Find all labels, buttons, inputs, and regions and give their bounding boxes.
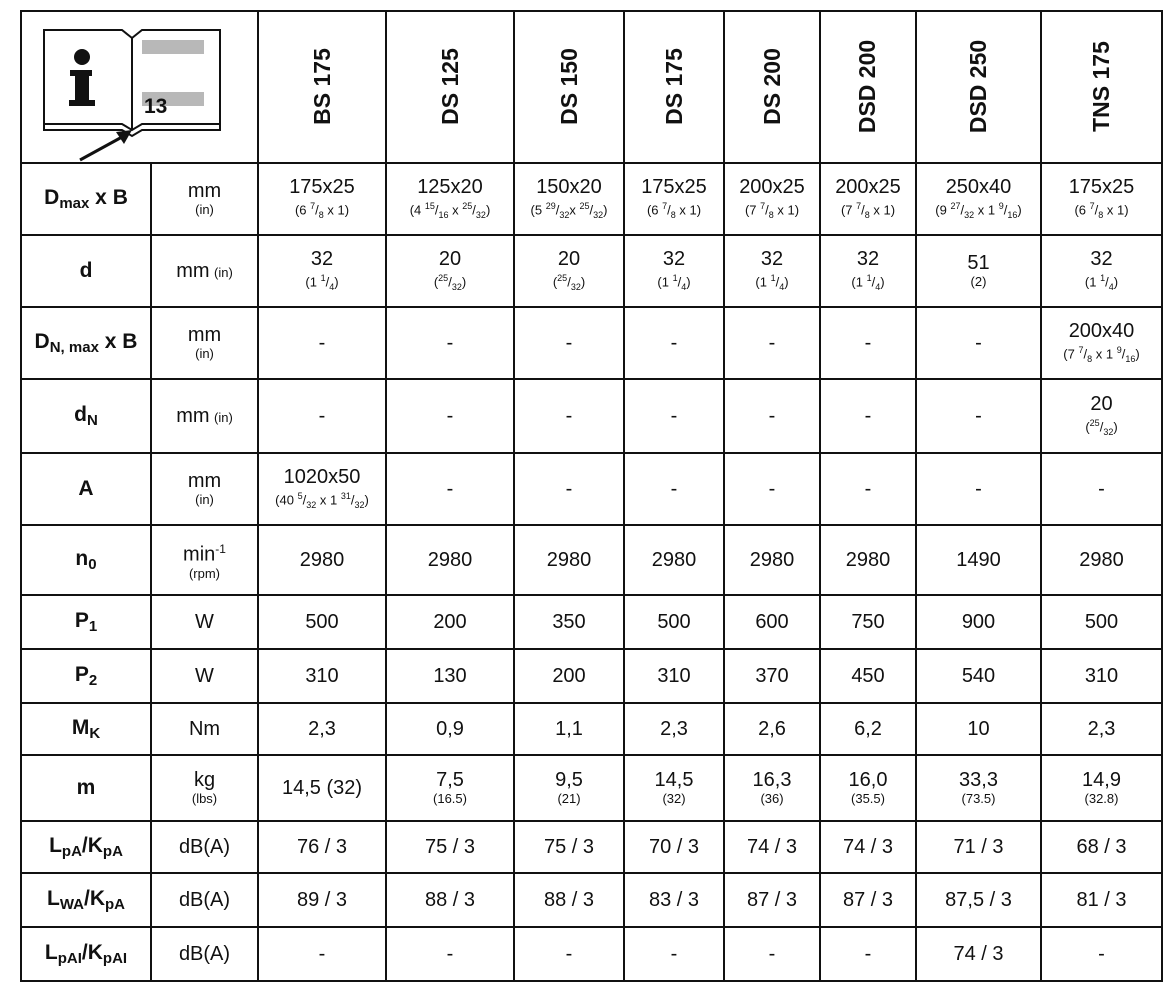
param-symbol: $d_N$	[21, 379, 151, 453]
value-cell: 250x40 (9 $^{27}/_{32}$ x 1 $^9/_{16}$)	[916, 163, 1041, 235]
param-symbol: $M_K$	[21, 703, 151, 755]
value-cell: 2980	[514, 525, 624, 595]
value-cell: 1,1	[514, 703, 624, 755]
row-dn	[21, 379, 1162, 453]
param-unit: kg (lbs)	[151, 755, 258, 821]
value-cell: -	[258, 307, 386, 379]
value-cell: 33,3 (73.5)	[916, 755, 1041, 821]
value-cell: -	[916, 307, 1041, 379]
value-cell: 2,3	[624, 703, 724, 755]
value-cell: 74 / 3	[916, 927, 1041, 981]
manual-book-icon	[22, 12, 242, 162]
value-cell: -	[514, 379, 624, 453]
value-cell: 75 / 3	[514, 821, 624, 873]
value-cell: 900	[916, 595, 1041, 649]
param-symbol: $D_{N, max}$ x B	[21, 307, 151, 379]
param-unit: mm (in)	[151, 453, 258, 525]
value-cell: 175x25 (6 $^7/_8$ x 1)	[624, 163, 724, 235]
value-cell: 450	[820, 649, 916, 703]
value-cell: 9,5 (21)	[514, 755, 624, 821]
value-cell: 16,3 (36)	[724, 755, 820, 821]
value-cell: 2980	[258, 525, 386, 595]
value-cell: 540	[916, 649, 1041, 703]
model-header: DS 200	[724, 11, 820, 163]
value-cell: 125x20 (4 $^{15}/_{16}$ x $^{25}/_{32}$)	[386, 163, 514, 235]
value-cell: 500	[1041, 595, 1162, 649]
param-unit: dB(A)	[151, 873, 258, 927]
param-symbol: m	[21, 755, 151, 821]
value-cell: -	[258, 927, 386, 981]
value-cell: -	[916, 379, 1041, 453]
value-cell: 14,5 (32)	[624, 755, 724, 821]
value-cell: 14,9 (32.8)	[1041, 755, 1162, 821]
model-header: TNS 175	[1041, 11, 1162, 163]
value-cell: 200	[386, 595, 514, 649]
value-cell: 89 / 3	[258, 873, 386, 927]
param-unit: mm (in)	[151, 307, 258, 379]
value-cell: 83 / 3	[624, 873, 724, 927]
row-n0	[21, 525, 1162, 595]
value-cell: 1490	[916, 525, 1041, 595]
row-mk	[21, 703, 1162, 755]
value-cell: 200x25 (7 $^7/_8$ x 1)	[724, 163, 820, 235]
value-cell: 1020x50 (40 $^5/_{32}$ x 1 $^{31}/_{32}$)	[258, 453, 386, 525]
value-cell: 87 / 3	[820, 873, 916, 927]
value-cell: -	[820, 927, 916, 981]
param-unit: mm (in)	[151, 235, 258, 307]
value-cell: 2980	[386, 525, 514, 595]
value-cell: -	[724, 379, 820, 453]
manual-page-number: 13	[144, 95, 168, 118]
value-cell: 20 $(^{25}/_{32})$	[386, 235, 514, 307]
value-cell: 76 / 3	[258, 821, 386, 873]
param-symbol: d	[21, 235, 151, 307]
value-cell: 32 (1 $^1/_4$)	[820, 235, 916, 307]
value-cell: 68 / 3	[1041, 821, 1162, 873]
value-cell: 350	[514, 595, 624, 649]
row-a	[21, 453, 1162, 525]
value-cell: 87 / 3	[724, 873, 820, 927]
value-cell: 370	[724, 649, 820, 703]
value-cell: 32 (1 $^1/_4$)	[624, 235, 724, 307]
value-cell: 500	[258, 595, 386, 649]
technical-data-table	[20, 10, 1163, 982]
header-row	[21, 11, 1162, 163]
value-cell: 310	[258, 649, 386, 703]
value-cell: 74 / 3	[724, 821, 820, 873]
value-cell: -	[624, 453, 724, 525]
value-cell: -	[514, 307, 624, 379]
param-symbol: $D_{max}$ x B	[21, 163, 151, 235]
param-unit: W	[151, 595, 258, 649]
param-unit: dB(A)	[151, 821, 258, 873]
info-dot-icon	[74, 49, 90, 65]
row-m	[21, 755, 1162, 821]
value-cell: 87,5 / 3	[916, 873, 1041, 927]
value-cell: -	[258, 379, 386, 453]
value-cell: 32 (1 $^1/_4$)	[724, 235, 820, 307]
param-unit: $\min^{-1}$ (rpm)	[151, 525, 258, 595]
value-cell: -	[386, 307, 514, 379]
param-unit: Nm	[151, 703, 258, 755]
value-cell: 2,6	[724, 703, 820, 755]
value-cell: 310	[624, 649, 724, 703]
value-cell: 32 (1 $^1/_4$)	[1041, 235, 1162, 307]
value-cell: -	[820, 453, 916, 525]
row-lpa-kpa	[21, 821, 1162, 873]
row-p2	[21, 649, 1162, 703]
param-unit: mm (in)	[151, 163, 258, 235]
value-cell: -	[724, 307, 820, 379]
param-symbol: $L_{pA}/K_{pA}$	[21, 821, 151, 873]
value-cell: -	[624, 379, 724, 453]
arrow-icon	[116, 130, 132, 144]
value-cell: -	[820, 379, 916, 453]
manual-info-cell	[21, 11, 258, 163]
value-cell: 74 / 3	[820, 821, 916, 873]
model-header: DS 175	[624, 11, 724, 163]
param-symbol: $P_2$	[21, 649, 151, 703]
value-cell: 71 / 3	[916, 821, 1041, 873]
row-d	[21, 235, 1162, 307]
model-header: DS 150	[514, 11, 624, 163]
value-cell: 2,3	[1041, 703, 1162, 755]
param-symbol: $L_{pAI}/K_{pAI}$	[21, 927, 151, 981]
value-cell: -	[514, 927, 624, 981]
row-lwa-kpa	[21, 873, 1162, 927]
row-dmax-b	[21, 163, 1162, 235]
value-cell: 130	[386, 649, 514, 703]
value-cell: -	[386, 927, 514, 981]
row-p1	[21, 595, 1162, 649]
value-cell: 32 (1 $^1/_4$)	[258, 235, 386, 307]
value-cell: 7,5 (16.5)	[386, 755, 514, 821]
model-header: DSD 200	[820, 11, 916, 163]
param-symbol: A	[21, 453, 151, 525]
value-cell: -	[820, 307, 916, 379]
value-cell: 2980	[1041, 525, 1162, 595]
value-cell: -	[1041, 453, 1162, 525]
value-cell: 2980	[724, 525, 820, 595]
value-cell: 175x25 (6 $^7/_8$ x 1)	[1041, 163, 1162, 235]
value-cell: 0,9	[386, 703, 514, 755]
value-cell: 14,5 (32)	[258, 755, 386, 821]
param-unit: mm (in)	[151, 379, 258, 453]
value-cell: 2980	[820, 525, 916, 595]
value-cell: 88 / 3	[514, 873, 624, 927]
value-cell: 200x40 (7 $^7/_8$ x 1 $^9/_{16}$)	[1041, 307, 1162, 379]
value-cell: 20 $(^{25}/_{32})$	[1041, 379, 1162, 453]
value-cell: 51 (2)	[916, 235, 1041, 307]
param-symbol: $n_0$	[21, 525, 151, 595]
value-cell: -	[386, 379, 514, 453]
value-cell: 310	[1041, 649, 1162, 703]
value-cell: -	[1041, 927, 1162, 981]
value-cell: 81 / 3	[1041, 873, 1162, 927]
value-cell: 6,2	[820, 703, 916, 755]
model-header: BS 175	[258, 11, 386, 163]
value-cell: -	[624, 927, 724, 981]
param-symbol: $P_1$	[21, 595, 151, 649]
model-header: DSD 250	[916, 11, 1041, 163]
value-cell: -	[514, 453, 624, 525]
value-cell: 2,3	[258, 703, 386, 755]
row-dn-max-b	[21, 307, 1162, 379]
spec-sheet	[20, 10, 1163, 982]
model-header: DS 125	[386, 11, 514, 163]
value-cell: 20 $(^{25}/_{32})$	[514, 235, 624, 307]
value-cell: 200	[514, 649, 624, 703]
param-unit: dB(A)	[151, 927, 258, 981]
value-cell: 600	[724, 595, 820, 649]
param-unit: W	[151, 649, 258, 703]
value-cell: 70 / 3	[624, 821, 724, 873]
value-cell: -	[724, 927, 820, 981]
value-cell: 200x25 (7 $^7/_8$ x 1)	[820, 163, 916, 235]
param-symbol: $L_{WA}/K_{pA}$	[21, 873, 151, 927]
value-cell: -	[386, 453, 514, 525]
value-cell: -	[916, 453, 1041, 525]
value-cell: 175x25 (6 $^7/_8$ x 1)	[258, 163, 386, 235]
value-cell: 10	[916, 703, 1041, 755]
value-cell: 75 / 3	[386, 821, 514, 873]
value-cell: 88 / 3	[386, 873, 514, 927]
value-cell: 750	[820, 595, 916, 649]
value-cell: 150x20 (5 $^{29}/_{32}x$ $^{25}/_{32}$)	[514, 163, 624, 235]
value-cell: 500	[624, 595, 724, 649]
row-lpai-kpai	[21, 927, 1162, 981]
value-cell: 16,0 (35.5)	[820, 755, 916, 821]
value-cell: -	[724, 453, 820, 525]
value-cell: -	[624, 307, 724, 379]
value-cell: 2980	[624, 525, 724, 595]
